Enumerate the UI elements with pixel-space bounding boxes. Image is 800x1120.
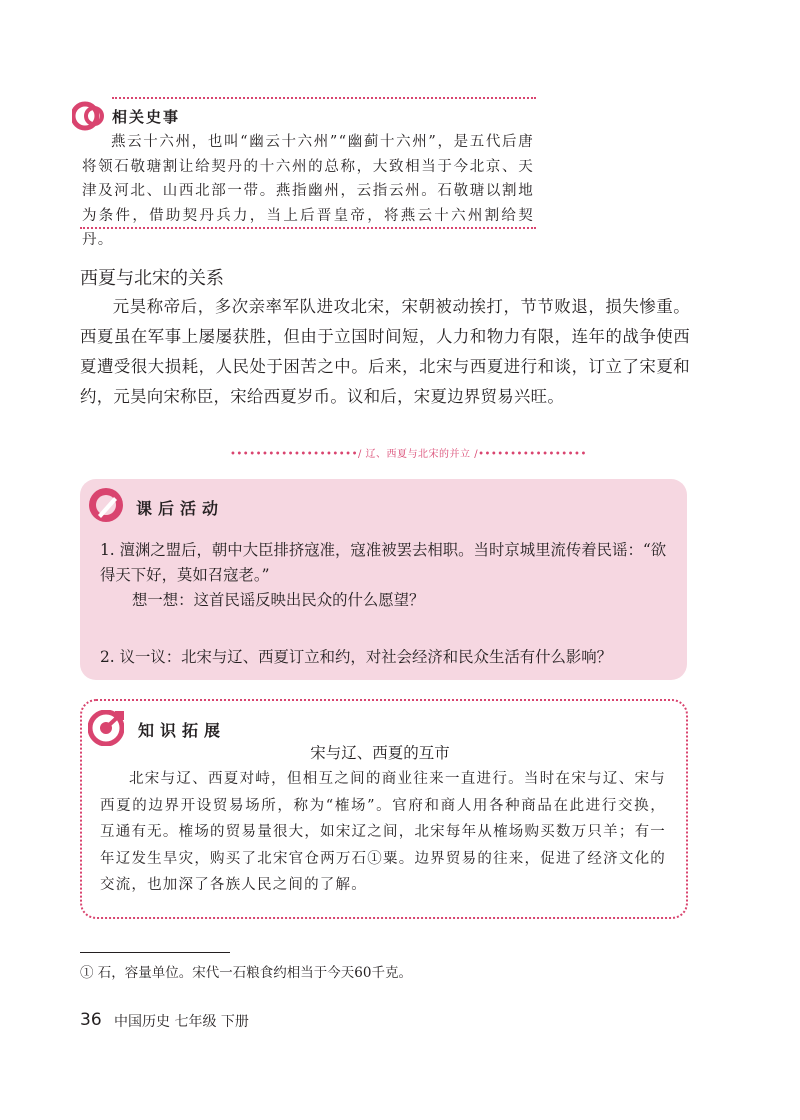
related-history-title: 相关史事 [112, 108, 181, 126]
section-title: 西夏与北宋的关系 [80, 268, 224, 289]
related-history-body [82, 130, 534, 253]
activity-title: 课后活动 [136, 499, 225, 518]
related-history-text: 燕云十六州，也叫“幽云十六州”“幽蓟十六州”，是五代后唐将领石敬瑭割让给契丹的十六州的总称，大致相当于今北京、天津及河北、山西北部一带。燕指幽州，云指云州。石敬瑭以割地为条件，借助契丹兵力，当上后晋皇帝，将燕云十六州割给契丹。 [82, 134, 534, 248]
knowledge-body [100, 766, 666, 899]
knowledge-body-part2: 粟。边界贸易的往来，促进了经济文化的交流，也加深了各族人民之间的了解。 [100, 850, 666, 893]
chapter-divider [230, 445, 587, 460]
footnote-marker[interactable]: ① [367, 850, 384, 867]
footnote-rule [80, 952, 230, 953]
knowledge-title: 知识拓展 [138, 721, 227, 740]
book-title: 中国历史 七年级 下册 [114, 1014, 249, 1030]
knowledge-subtitle: 宋与辽、西夏的互市 [310, 744, 450, 762]
related-bottom-dotline [80, 227, 536, 229]
activity-item-1: 1. 澶渊之盟后，朝中大臣排挤寇准，寇准被罢去相职。当时京城里流传着民谣：“欲得天下好，莫如召寇老。” [100, 541, 667, 584]
divider-dots-right: ••••••••••••••••• [478, 449, 587, 460]
section-paragraph: 元昊称帝后，多次亲率军队进攻北宋，宋朝被动挨打，节节败退，损失惨重。西夏虽在军事上屡屡获胜，但由于立国时间短，人力和物力有限，连年的战争使西夏遭受很大损耗，人民处于困苦之中。后来，北宋与西夏进行和谈，订立了宋夏和约，元昊向宋称臣，宋给西夏岁币。议和后，宋夏边界贸易兴旺。 [80, 297, 690, 406]
activity-icon [88, 487, 124, 523]
activity-item-1-question: 想一想：这首民谣反映出民众的什么愿望？ [132, 591, 425, 609]
related-history-icon [72, 99, 106, 133]
activity-item-2: 2. 议一议：北宋与辽、西夏订立和约，对社会经济和民众生活有什么影响？ [100, 648, 613, 666]
page-number: 36 [80, 1010, 102, 1030]
knowledge-icon [88, 710, 124, 746]
footnote-text: ① 石，容量单位。宋代一石粮食约相当于今天60千克。 [80, 965, 412, 981]
divider-text: / 辽、西夏与北宋的并立 / [357, 449, 479, 460]
knowledge-body-part1: 北宋与辽、西夏对峙，但相互之间的商业往来一直进行。当时在宋与辽、宋与西夏的边界开设贸易场所，称为“榷场”。官府和商人用各种商品在此进行交换，互通有无。榷场的贸易量很大，如宋辽之间，北宋每年从榷场购买数万只羊；有一年辽发生旱灾，购买了北宋官仓两万石 [100, 771, 666, 867]
divider-dots-left: •••••••••••••••••••• [230, 449, 358, 460]
related-top-dotline [112, 97, 536, 99]
